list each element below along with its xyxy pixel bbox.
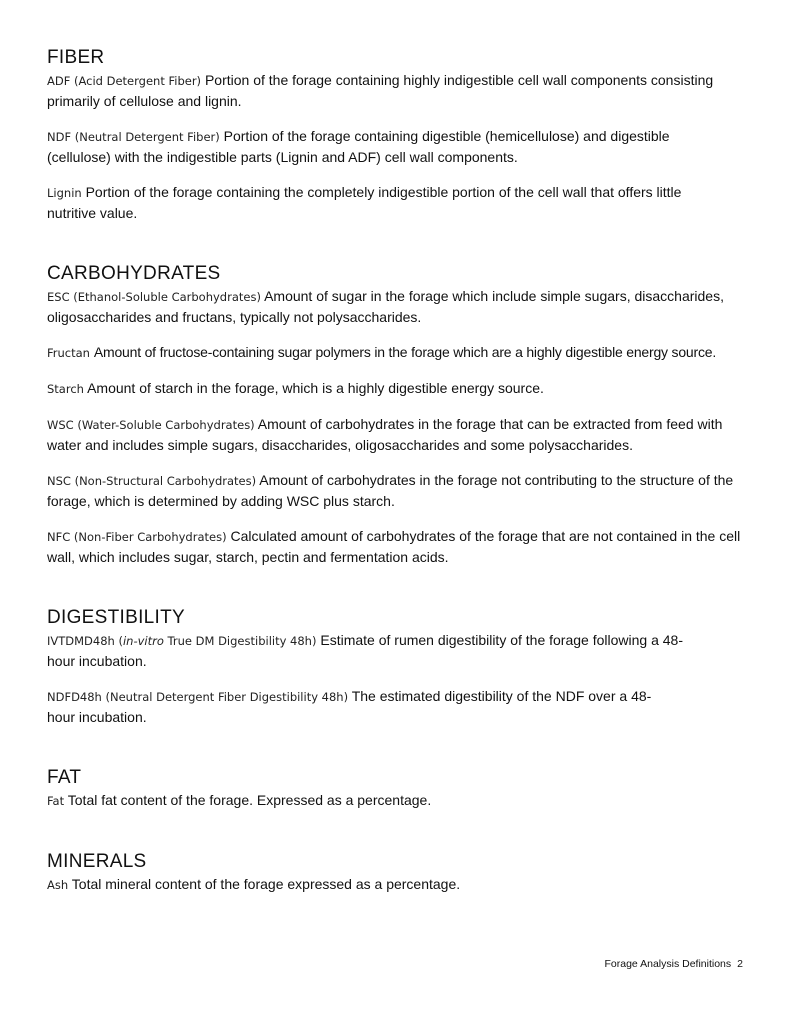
definition-ndfd48h: The estimated digestibility of the NDF over a 48-hour incubation. (47, 688, 652, 725)
term-ndf: NDF (Neutral Detergent Fiber) (47, 130, 220, 144)
term-starch: Starch (47, 382, 84, 396)
term-nsc: NSC (Non-Structural Carbohydrates) (47, 474, 257, 488)
definition-entry-fat (47, 790, 747, 811)
term-ivtdmd48h-italic: in-vitro (122, 634, 164, 648)
section-heading-digestibility: DIGESTIBILITY (47, 607, 185, 628)
section-heading-fiber: FIBER (47, 47, 105, 68)
definition-entry-nsc (47, 470, 747, 511)
definition-entry-ivtdmd48h (47, 630, 687, 671)
term-ndfd48h: NDFD48h (Neutral Detergent Fiber Digestibility 48h) (47, 690, 349, 704)
definition-entry-wsc (47, 414, 747, 455)
definition-fat: Total fat content of the forage. Expressed as a percentage. (67, 792, 432, 808)
term-ash: Ash (47, 878, 69, 892)
definition-entry-lignin (47, 182, 712, 223)
footer-title: Forage Analysis Definitions (604, 958, 732, 970)
definition-entry-adf (47, 70, 747, 111)
page-number: 2 (737, 958, 743, 970)
term-fructan: Fructan (47, 346, 90, 360)
definition-entry-ash (47, 874, 747, 895)
definition-entry-starch (47, 378, 747, 399)
definition-entry-ndf (47, 126, 727, 167)
section-carbohydrates (47, 262, 747, 567)
term-lignin: Lignin (47, 186, 82, 200)
definition-ivtdmd48h: Estimate of rumen digestibility of the forage following a 48-hour incubation. (47, 632, 683, 669)
document-page (47, 46, 747, 895)
definition-nsc: Amount of carbohydrates in the forage not contributing to the structure of the forage, which is determined by adding WSC plus starch. (47, 472, 734, 509)
term-esc: ESC (Ethanol-Soluble Carbohydrates) (47, 290, 261, 304)
section-fiber (47, 46, 747, 223)
definition-ndf: Portion of the forage containing digestible (hemicellulose) and digestible (cellulose) with the indigestible parts (Lignin and ADF) cell wall components. (47, 128, 670, 165)
definition-entry-ndfd48h (47, 686, 667, 727)
term-nfc: NFC (Non-Fiber Carbohydrates) (47, 530, 227, 544)
definition-starch: Amount of starch in the forage, which is a highly digestible energy source. (87, 380, 544, 396)
definition-nfc: Calculated amount of carbohydrates of the forage that are not contained in the cell wall, which includes sugar, starch, pectin and fermentation acids. (47, 528, 741, 565)
definition-entry-esc (47, 286, 747, 327)
section-minerals (47, 850, 747, 895)
page-footer (605, 958, 744, 970)
definition-ash: Total mineral content of the forage expressed as a percentage. (71, 876, 461, 892)
term-fat: Fat (47, 794, 65, 808)
section-heading-carbohydrates: CARBOHYDRATES (47, 263, 221, 284)
definition-esc: Amount of sugar in the forage which include simple sugars, disaccharides, oligosaccharides and fructans, typically not polysaccharides. (47, 288, 724, 325)
section-fat (47, 766, 747, 811)
definition-lignin: Portion of the forage containing the completely indigestible portion of the cell wall that offers little nutritive value. (47, 184, 682, 221)
definition-entry-nfc (47, 526, 747, 567)
definition-wsc: Amount of carbohydrates in the forage that can be extracted from feed with water and includes simple sugars, disaccharides, oligosaccharides and some polysaccharides. (47, 416, 723, 453)
term-adf: ADF (Acid Detergent Fiber) (47, 74, 202, 88)
term-ivtdmd48h-suffix: True DM Digestibility 48h) (163, 634, 317, 648)
term-wsc: WSC (Water-Soluble Carbohydrates) (47, 418, 255, 432)
section-heading-fat: FAT (47, 767, 82, 788)
definition-fructan: Amount of fructose-containing sugar polymers in the forage which are a highly digestible energy source. (93, 344, 717, 360)
definition-adf: Portion of the forage containing highly indigestible cell wall components consisting primarily of cellulose and lignin. (47, 72, 714, 109)
term-ivtdmd48h (47, 634, 316, 648)
section-digestibility (47, 606, 747, 727)
term-ivtdmd48h-prefix: IVTDMD48h ( (47, 634, 123, 648)
section-heading-minerals: MINERALS (47, 851, 147, 872)
definition-entry-fructan (47, 342, 747, 363)
